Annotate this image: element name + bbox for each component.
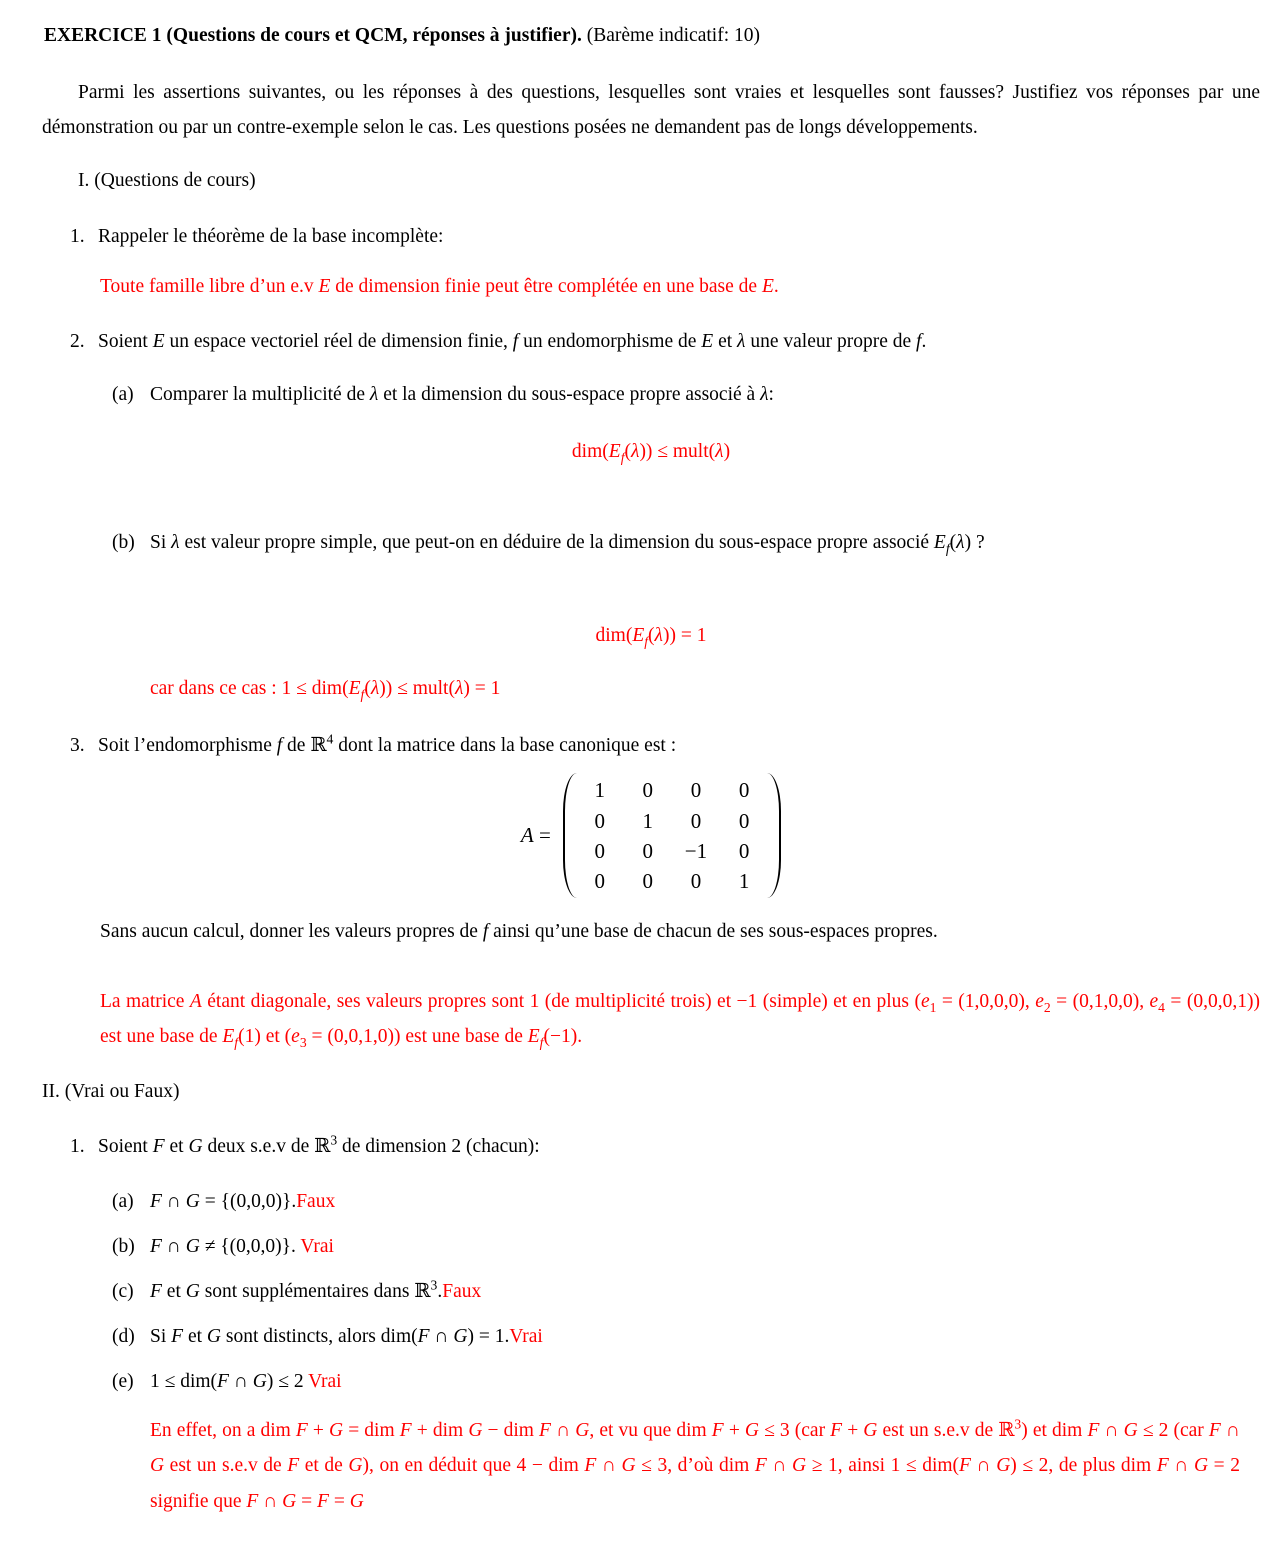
- question-ii-1-text: Soient F et G deux s.e.v de ℝ$^3$ de dimension 2 (chacun):: [98, 1132, 540, 1157]
- justification-paragraph: En effet, on a dim F + G = dim F + dim G − dim F ∩ G, et vu que dim F + G ≤ 3 (car F + G est un s.e.v de ℝ$^3$) et dim F ∩ G ≤ 2 (car F ∩ G est un s.e.v de F et de G), on en déduit que 4 − dim F ∩ G ≤ 3, d’où dim F ∩ G ≥ 1, ainsi 1 ≤ dim(F ∩ G) ≤ 2, de plus dim F ∩ G = 2 signifie que F ∩ G = F = G: [150, 1416, 1241, 1512]
- tf-item-b-label: (b): [112, 1235, 135, 1257]
- question-ii-1-number: 1.: [70, 1135, 85, 1157]
- matrix-cell: −1: [684, 838, 708, 863]
- tf-item-e-verdict: Vrai: [308, 1371, 342, 1393]
- matrix-cell: 1: [594, 778, 606, 803]
- matrix-cell: 0: [642, 869, 654, 894]
- question-1-text: Rappeler le théorème de la base incomplète:: [98, 225, 444, 247]
- tf-item-c-label: (c): [112, 1281, 134, 1303]
- question-2b-text: Si λ est valeur propre simple, que peut-on en déduire de la dimension du sous-espace propre associé $E_f(\lambda)$ ?: [150, 532, 985, 556]
- question-2-number: 2.: [70, 330, 85, 352]
- question-1: [70, 219, 1260, 254]
- page-title: [44, 22, 1260, 49]
- intro-paragraph: Parmi les assertions suivantes, ou les réponses à des questions, lesquelles sont vraies et lesquelles sont fausses? Justifiez vos réponses par une démonstration ou par un contre-exemple selon le cas. Les questions posées ne demandent pas de longs développements.: [42, 82, 1260, 139]
- tf-item-b: [112, 1229, 1260, 1264]
- question-ii-1: [70, 1129, 1260, 1164]
- tf-item-b-statement: F ∩ G ≠ {(0,0,0)}.: [150, 1235, 301, 1257]
- matrix-cell: 0: [642, 838, 654, 863]
- question-2a: [112, 377, 1260, 412]
- question-2a-label: (a): [112, 383, 134, 405]
- section-ii-heading: II. (Vrai ou Faux): [42, 1080, 180, 1102]
- matrix-cell: 0: [738, 778, 750, 803]
- matrix-a-grid: [579, 773, 765, 898]
- tf-item-c-verdict: Faux: [442, 1281, 482, 1303]
- exercise-title-bareme: (Barème indicatif: 10): [581, 25, 760, 46]
- question-3-number: 3.: [70, 735, 85, 757]
- tf-item-c-statement: F et G sont supplémentaires dans ℝ$^3$.: [150, 1277, 443, 1303]
- tf-item-e-label: (e): [112, 1371, 134, 1393]
- tf-item-e: [112, 1364, 1260, 1399]
- tf-item-c: [112, 1274, 1260, 1309]
- question-2b-label: (b): [112, 532, 135, 554]
- question-3-followup: Sans aucun calcul, donner les valeurs propres de f ainsi qu’une base de chacun de ses sous-espaces propres.: [100, 921, 938, 943]
- matrix-right-paren: [765, 773, 781, 898]
- matrix-cell: 1: [738, 869, 750, 894]
- question-3-text: Soit l’endomorphisme f de ℝ$^4$ dont la matrice dans la base canonique est :: [98, 731, 677, 757]
- matrix-cell: 0: [690, 778, 702, 803]
- matrix-cell: 0: [594, 808, 606, 833]
- tf-item-a: [112, 1184, 1260, 1219]
- tf-item-a-label: (a): [112, 1190, 134, 1212]
- tf-item-a-statement: F ∩ G = {(0,0,0)}.: [150, 1190, 297, 1212]
- matrix-cell: 0: [738, 808, 750, 833]
- matrix-a-name: A =: [520, 823, 551, 848]
- matrix-cell: 0: [738, 838, 750, 863]
- section-i-heading: I. (Questions de cours): [78, 170, 256, 192]
- matrix-cell: 1: [642, 808, 654, 833]
- matrix-cell: 0: [594, 838, 606, 863]
- exercise-title-bold: EXERCICE 1 (Questions de cours et QCM, réponses à justifier).: [44, 25, 582, 46]
- matrix-cell: 0: [690, 869, 702, 894]
- question-2: [70, 324, 1260, 359]
- matrix-cell: 0: [642, 778, 654, 803]
- question-2a-text: Comparer la multiplicité de λ et la dimension du sous-espace propre associé à λ:: [150, 383, 774, 405]
- matrix-cell: 0: [690, 808, 702, 833]
- formula-dim-eq-1: $dim(E_f(\lambda)) = 1$: [595, 625, 707, 650]
- answer-1: Toute famille libre d’un e.v E de dimension finie peut être complétée en une base de E.: [100, 275, 779, 297]
- formula-dim-leq-mult: $dim(E_f(\lambda))$ ≤ mult(λ): [571, 440, 731, 465]
- matrix-cell: 0: [594, 869, 606, 894]
- matrix-left-paren: [563, 773, 579, 898]
- tf-item-e-statement: 1 ≤ dim(F ∩ G) ≤ 2: [150, 1371, 309, 1393]
- matrix-a: [563, 773, 781, 898]
- tf-item-b-verdict: Vrai: [300, 1235, 334, 1257]
- note-car-dans-ce-cas: car dans ce cas : $1 \le dim(E_f(\lambda))$ ≤ mult(λ) = 1: [150, 678, 501, 703]
- matrix-a-equation: [42, 773, 1260, 898]
- tf-item-d-label: (d): [112, 1326, 135, 1348]
- question-2b: [112, 525, 1260, 560]
- question-3: [70, 728, 1260, 763]
- tf-item-d-statement: Si F et G sont distincts, alors dim(F ∩ G) = 1.: [150, 1326, 510, 1348]
- tf-item-d-verdict: Vrai: [509, 1326, 543, 1348]
- answer-3: La matrice A étant diagonale, ses valeurs propres sont 1 (de multiplicité trois) et −1 (simple) et en plus ($e_1 = (1,0,0,0)$, $e_2 = (0,1,0,0)$, $e_4 = (0,0,0,1)$) est une base de $E_f(1)$ et $(e_3 = (0,0,1,0))$ est une base de $E_f(-1)$.: [100, 990, 1260, 1050]
- tf-item-a-verdict: Faux: [296, 1190, 336, 1212]
- tf-item-d: [112, 1319, 1260, 1354]
- question-2-text: Soient E un espace vectoriel réel de dimension finie, f un endomorphisme de E et λ une valeur propre de f.: [98, 330, 927, 352]
- question-1-number: 1.: [70, 225, 85, 247]
